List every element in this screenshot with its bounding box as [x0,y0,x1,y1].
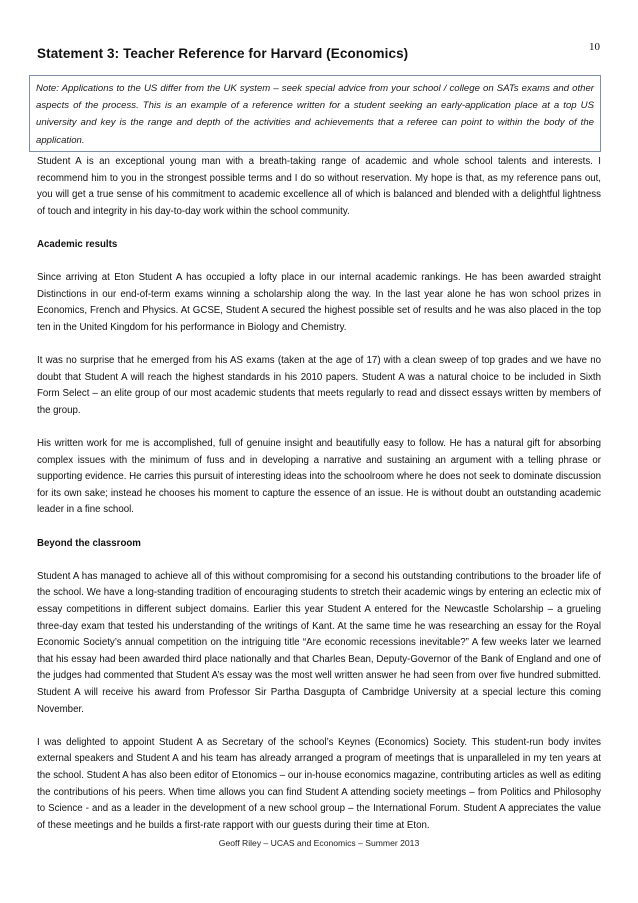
section-heading-beyond: Beyond the classroom [37,537,141,549]
reference-body [37,154,601,851]
note-box: Note: Applications to the US differ from the UK system – seek special advice from your school / college on SATs exams and other aspects of the process. This is an example of a reference written for a student seeking an early-application place at a top US university and key is the range and depth of the activities and achievements that a referee can point to within the body of the application. [29,75,601,152]
paragraph: Student A has managed to achieve all of this without compromising for a second his outstanding contributions to the broader life of the school. We have a long-standing tradition of encouraging students to stretch their academic wings by entering an eclectic mix of essay competitions in different subject domains. Earlier this year Student A entered for the Newcastle Scholarship – a grueling three-day exam that tested his understanding of the writings of Kant. At the same time he was researching an essay for the Royal Economic Society’s annual competition on the intriguing title “Are economic recessions inevitable?” A few weeks later we learned that his essay had been awarded third place nationally and that Charles Bean, Deputy-Governor of the Bank of England and one of the judges had commented that Student A’s essay was the most well written answer he had seen from over five hundred submitted. Student A will receive his award from Professor Sir Partha Dasgupta of Cambridge University at a special lecture this coming November. [37,570,601,715]
page-footer: Geoff Riley – UCAS and Economics – Summer 2013 [218,838,420,848]
intro-paragraph: Student A is an exceptional young man with a breath-taking range of academic and whole school talents and interests. I recommend him to you in the strongest possible terms and I do so without reservation. My hope is that, as my reference pans out, you will get a true sense of his commitment to academic excellence all of which is balanced and blended with a delightful lightness of touch and integrity in his day-to-day work within the school community. [37,156,601,217]
page-number: 10 [589,41,600,53]
page-title: Statement 3: Teacher Reference for Harvard (Economics) [37,46,409,61]
paragraph: Since arriving at Eton Student A has occupied a lofty place in our internal academic rankings. He has been awarded straight Distinctions in our end-of-term exams winning a scholarship along the way. In the last year alone he has won school prizes in Economics, French and Physics. At GCSE, Student A secured the highest possible set of results and he was also placed in the top ten in the United Kingdom for his performance in Biology and Chemistry. [37,272,601,333]
paragraph: I was delighted to appoint Student A as Secretary of the school’s Keynes (Economics) Society. This student-run body invites external speakers and Student A and his team has already arranged a program of meetings that is unparalleled in my ten years at the school. Student A has also been editor of Etonomics – our in-house economics magazine, contributing articles as well as editing the contributions of his peers. When time allows you can find Student A attending society meetings – from Politics and Philosophy to Science - and as a leader in the development of a new school group – the International Forum. Student A appreciates the value of these meetings and he builds a first-rate rapport with our guests during their time at Eton. [37,736,601,831]
paragraph: It was no surprise that he emerged from his AS exams (taken at the age of 17) with a clean sweep of top grades and we have no doubt that Student A will reach the highest standards in his 2010 papers. Student A was a natural choice to be included in Sixth Form Select – an elite group of our most academic students that meets regularly to read and dissect essays written by members of the group. [37,355,601,416]
section-heading-academic: Academic results [37,238,118,250]
paragraph: His written work for me is accomplished, full of genuine insight and beautifully easy to follow. He has a natural gift for absorbing complex issues with the minimum of fuss and in developing a narrative and sustaining an argument with a telling phrase or supporting evidence. He carries this pursuit of interesting ideas into the schoolroom where he does not seek to dominate discussion for its own sake; instead he chooses his moment to capture the essence of an issue. He is without doubt an outstanding academic leader in a fine school. [37,438,601,516]
